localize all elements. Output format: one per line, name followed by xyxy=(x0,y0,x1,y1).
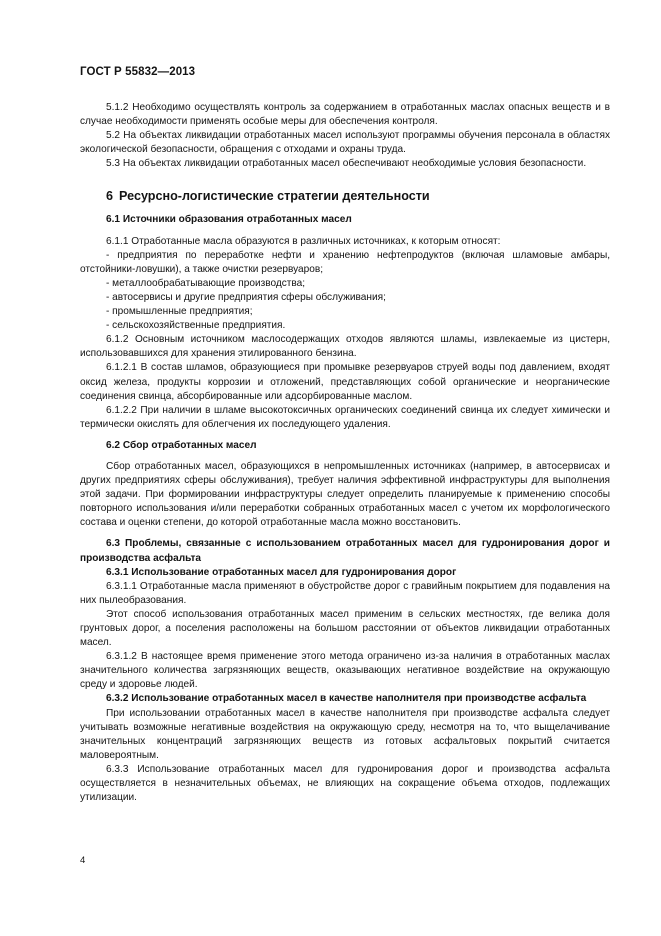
subsection-heading-6-3: 6.3 Проблемы, связанные с использованием отработанных масел для гудронирования дорог и производства асфальта xyxy=(80,538,610,564)
paragraph-5-2: 5.2 На объектах ликвидации отработанных масел используют программы обучения персонала в областях экологической безопасности, обращения с отходами и охраны труда. xyxy=(80,130,610,156)
section-number: 6 xyxy=(106,189,114,204)
page-number: 4 xyxy=(80,855,86,866)
paragraph-5-1-2: 5.1.2 Необходимо осуществлять контроль за содержанием в отработанных маслах опасных веществ и в случае необходимости применять особые меры для обеспечения контроля. xyxy=(80,102,610,128)
subsection-heading-6-2: 6.2 Сбор отработанных масел xyxy=(106,439,257,451)
list-item: - промышленные предприятия; xyxy=(106,306,253,318)
list-item: - сельскохозяйственные предприятия. xyxy=(106,320,286,332)
paragraph-6-1-1: 6.1.1 Отработанные масла образуются в различных источниках, к которым относят: xyxy=(106,235,501,247)
subsection-heading-6-3-1: 6.3.1 Использование отработанных масел для гудронирования дорог xyxy=(106,566,457,578)
paragraph-5-3: 5.3 На объектах ликвидации отработанных масел обеспечивают необходимые условия безопасности. xyxy=(106,158,587,170)
paragraph-6-1-2-2: 6.1.2.2 При наличии в шламе высокотоксичных органических соединений свинца их следует химически и термически окислять для облегчения их последующего удаления. xyxy=(80,404,610,430)
section-title: Ресурсно-логистические стратегии деятельности xyxy=(119,189,430,204)
paragraph-6-3-1-1: 6.3.1.1 Отработанные масла применяют в обустройстве дорог с гравийным покрытием для подавления на них пылеобразования. xyxy=(80,580,610,606)
paragraph-6-3-3: 6.3.3 Использование отработанных масел для гудронирования дорог и производства асфальта осуществляется в незначительных объемах, не влияющих на сокращение объема отходов, подлежащих утилизации. xyxy=(80,763,610,804)
paragraph-6-3-2: При использовании отработанных масел в качестве наполнителя при производстве асфальта следует учитывать возможные негативные воздействия на окружающую среду, несмотря на то, что выщелачивание значительных концентраций загрязняющих веществ из готовых асфальтовых покрытий считается маловероятным. xyxy=(80,707,610,761)
list-item: - металлообрабатывающие производства; xyxy=(106,277,306,289)
paragraph-6-2: Сбор отработанных масел, образующихся в непромышленных источниках (например, в автосервисах и других предприятиях сферы обслуживания), требует наличия эффективной инфраструктуры для выполнения этой задачи. При формировании инфраструктуры следует определить планируемые к применению способы повторного использования и/или переработки собранных отработанных масел с учетом их морфологического состава и оценки степени, до которой отработанные масла можно восстановить. xyxy=(80,460,610,529)
document-id: ГОСТ Р 55832—2013 xyxy=(80,66,196,78)
document-body xyxy=(80,101,610,805)
list-item: - автосервисы и другие предприятия сферы обслуживания; xyxy=(106,291,386,303)
section-heading-6 xyxy=(106,188,610,204)
paragraph-6-3-1-2: 6.3.1.2 В настоящее время применение этого метода ограничено из-за наличия в отработанных маслах значительного количества загрязняющих веществ, оказывающих негативное воздействие на окружающую среду и здоровье людей. xyxy=(80,651,610,691)
paragraph-6-1-2-1: 6.1.2.1 В состав шламов, образующиеся при промывке резервуаров струей воды под давлением, входят оксид железа, продукты коррозии и отложений, представляющих собой органические и неорганические соединения свинца, абсорбированные или адсорбированные маслом. xyxy=(80,362,610,402)
paragraph-6-1-2: 6.1.2 Основным источником маслосодержащих отходов являются шламы, извлекаемые из цистерн, использовавшихся для хранения этилированного бензина. xyxy=(80,334,610,360)
subsection-heading-6-1: 6.1 Источники образования отработанных масел xyxy=(106,214,352,226)
subsection-heading-6-3-2: 6.3.2 Использование отработанных масел в качестве наполнителя при производстве асфальта xyxy=(106,693,587,705)
list-item: - предприятия по переработке нефти и хранению нефтепродуктов (включая шламовые амбары, отстойники-ловушки), а также очистки резервуаров; xyxy=(80,249,610,275)
paragraph-6-3-1-1b: Этот способ использования отработанных масел применим в сельских местностях, где велика доля грунтовых дорог, а поселения расположены на большом расстоянии от объектов ликвидации отработанных масел. xyxy=(80,608,610,649)
